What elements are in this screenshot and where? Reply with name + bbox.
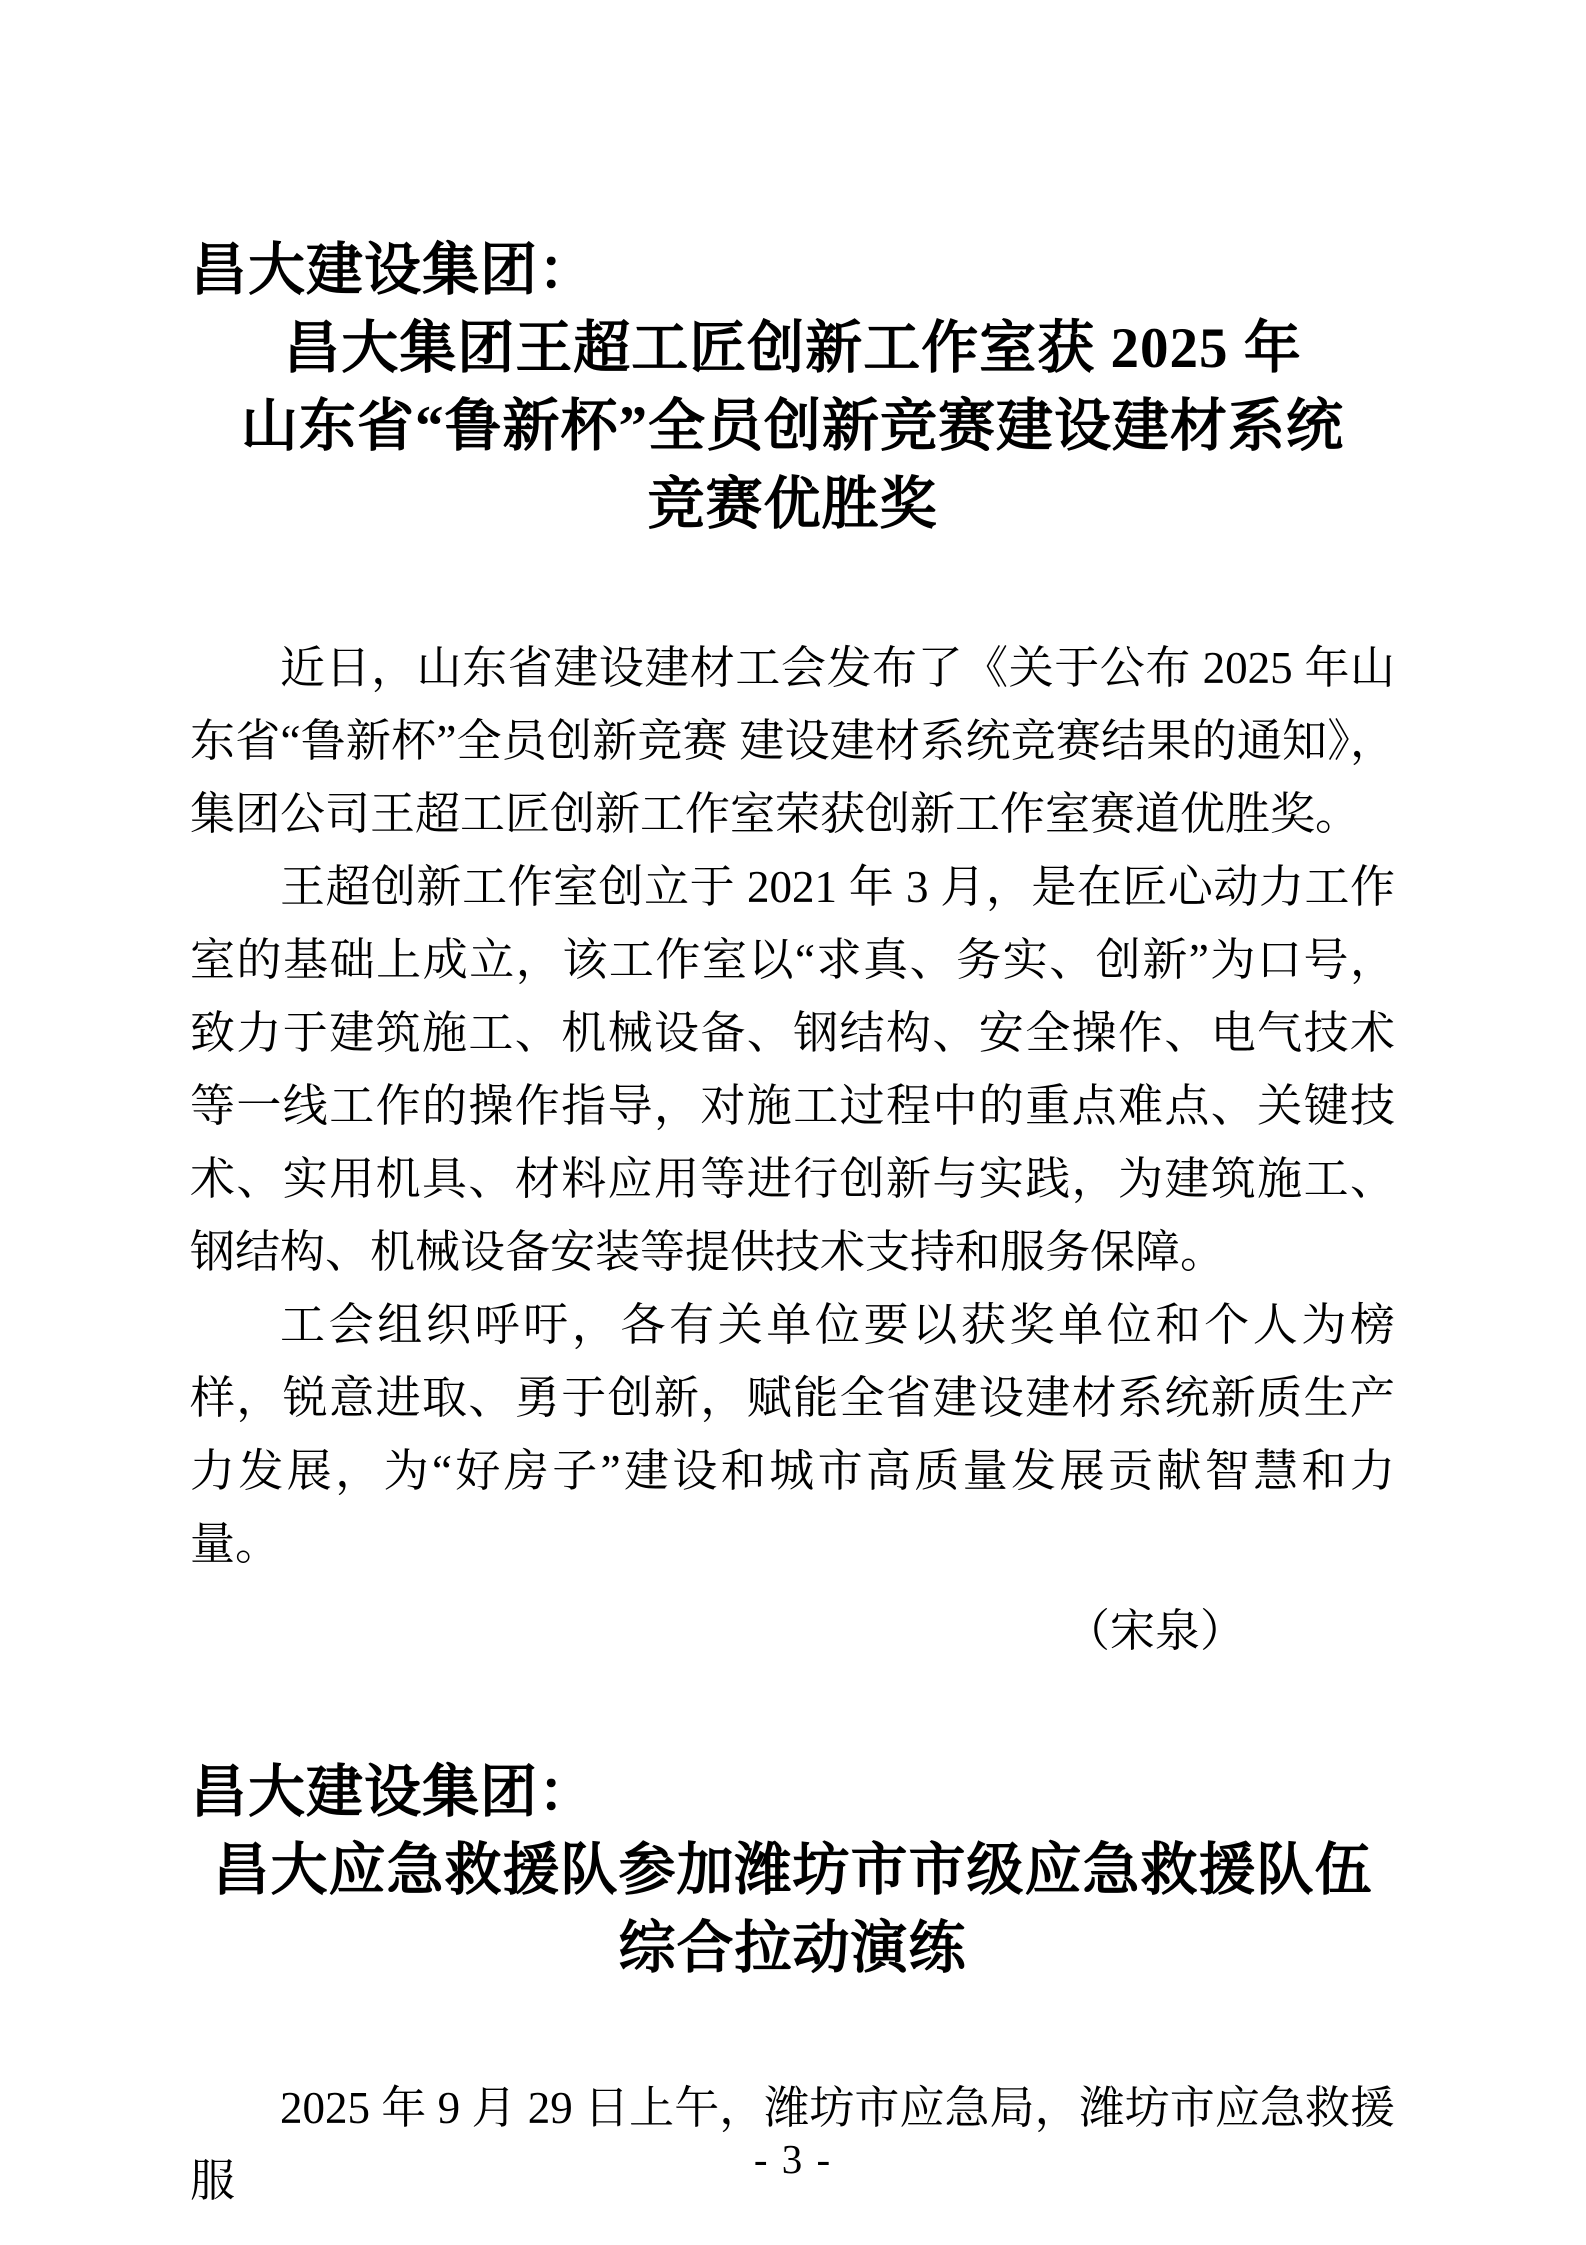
article-1-paragraph-1: 近日，山东省建设建材工会发布了《关于公布 2025 年山东省“鲁新杯”全员创新竞赛 建设建材系统竞赛结果的通知》，集团公司王超工匠创新工作室荣获创新工作室赛道优胜奖。 [190,643,1395,839]
article-2-title [190,1832,1395,1988]
article-2-title-line-2: 综合拉动演练 [618,1917,967,1980]
article-1-title [190,310,1395,544]
article-2-paragraph-1: 2025 年 9 月 29 日上午，潍坊市应急局，潍坊市应急救援服 [190,2083,1395,2206]
article-1-title-line-3: 竞赛优胜奖 [647,473,938,536]
page-number: - 3 - [753,2136,833,2182]
article-1-byline: （宋泉） [1064,1606,1245,1656]
article-2-title-line-1: 昌大应急救援队参加潍坊市市级应急救援队伍 [212,1839,1373,1902]
article-award-news [190,232,1395,1668]
article-2-organization: 昌大建设集团： [190,1761,596,1824]
article-1-title-line-1: 昌大集团王超工匠创新工作室获 2025 年 [283,317,1302,380]
article-1-paragraph-2: 王超创新工作室创立于 2021 年 3 月，是在匠心动力工作室的基础上成立，该工作室以“求真、务实、创新”为口号，致力于建筑施工、机械设备、钢结构、安全操作、电气技术等一线工作的操作指导，对施工过程中的重点难点、关键技术、实用机具、材料应用等进行创新与实践，为建筑施工、钢结构、机械设备安装等提供技术支持和服务保障。 [190,862,1395,1277]
article-1-paragraph-3: 工会组织呼吁，各有关单位要以获奖单位和个人为榜样，锐意进取、勇于创新，赋能全省建设建材系统新质生产力发展，为“好房子”建设和城市高质量发展贡献智慧和力量。 [190,1300,1395,1569]
article-1-organization: 昌大建设集团： [190,239,596,302]
article-1-title-line-2: 山东省“鲁新杯”全员创新竞赛建设建材系统 [241,395,1344,458]
